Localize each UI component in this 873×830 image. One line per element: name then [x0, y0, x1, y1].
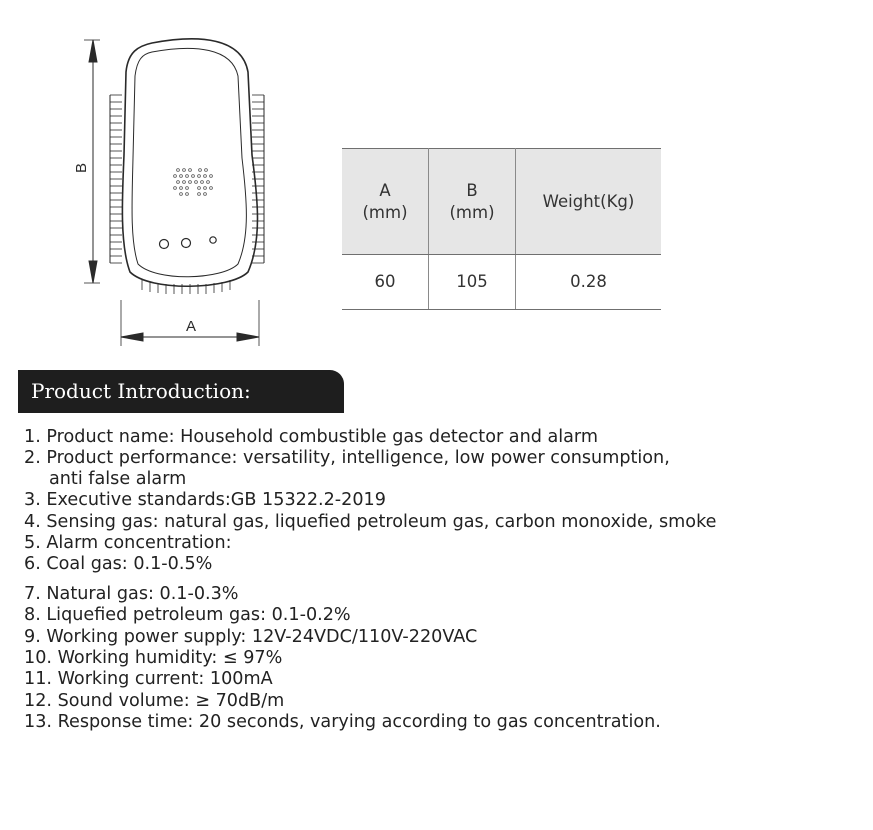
detector-outline-drawing: [110, 39, 264, 294]
header-weight: [516, 149, 662, 255]
list-item: 9. Working power supply: 12V-24VDC/110V-220VAC: [24, 626, 478, 647]
table-header-row: [342, 149, 661, 255]
header-b-line1: B: [466, 180, 478, 200]
dimension-b-label: B: [73, 162, 90, 174]
dimension-b-line: [84, 40, 100, 283]
list-item: 4. Sensing gas: natural gas, liquefied petroleum gas, carbon monoxide, smoke: [24, 511, 717, 532]
spec-table: [342, 148, 661, 310]
header-a-line1: A: [379, 180, 391, 200]
header-a: [342, 149, 429, 255]
header-weight-label: Weight(Kg): [542, 191, 635, 211]
list-item: 8. Liquefied petroleum gas: 0.1-0.2%: [24, 605, 351, 626]
header-b-line2: (mm): [449, 202, 495, 222]
product-introduction-list: [24, 427, 864, 734]
indicator-lights-icon: [160, 237, 217, 249]
list-item: 13. Response time: 20 seconds, varying according to gas concentration.: [24, 712, 661, 733]
list-item-continuation: anti false alarm: [49, 468, 187, 489]
list-item: 11. Working current: 100mA: [24, 669, 273, 690]
list-item: 10. Working humidity: ≤ 97%: [24, 648, 283, 669]
list-item: 6. Coal gas: 0.1-0.5%: [24, 554, 213, 575]
cell-b-value: 105: [429, 255, 516, 310]
cell-a-value: 60: [342, 255, 429, 310]
list-item: 12. Sound volume: ≥ 70dB/m: [24, 690, 285, 711]
cell-weight-value: 0.28: [516, 255, 662, 310]
list-item: 5. Alarm concentration:: [24, 533, 232, 554]
dimension-a-label: A: [185, 318, 197, 335]
product-introduction-heading: [18, 370, 344, 413]
list-item: 7. Natural gas: 0.1-0.3%: [24, 583, 239, 604]
speaker-holes-icon: [174, 169, 213, 196]
detector-dimension-diagram: [0, 0, 300, 350]
header-b: [429, 149, 516, 255]
list-item: 3. Executive standards:GB 15322.2-2019: [24, 490, 386, 511]
product-introduction-title: Product Introduction:: [31, 379, 251, 403]
table-row: [342, 255, 661, 310]
list-item-text: 2. Product performance: versatility, intelligence, low power consumption,: [24, 448, 670, 469]
list-item: 1. Product name: Household combustible gas detector and alarm: [24, 427, 598, 447]
list-item: [24, 448, 864, 489]
header-a-line2: (mm): [362, 202, 408, 222]
